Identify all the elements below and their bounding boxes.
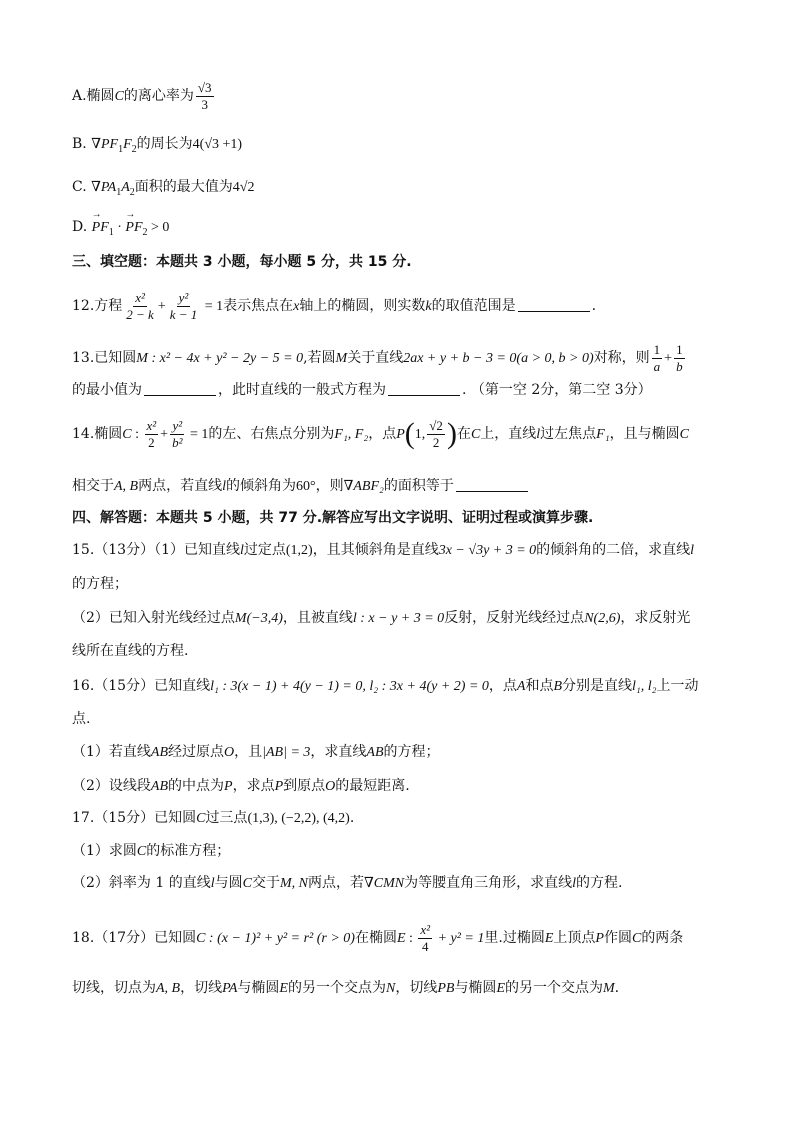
question-17-line-3 — [72, 873, 724, 894]
dot-operator: · — [113, 220, 126, 235]
q15-text: 过定点 — [243, 542, 286, 558]
fraction-denominator: k − 1 — [169, 306, 198, 322]
question-15-line-4 — [72, 641, 724, 661]
q17-text: 的方程. — [575, 875, 623, 891]
var-c: C — [679, 427, 689, 442]
option-c-expr: 4√2 — [232, 180, 255, 195]
fraction-numerator: x² — [135, 289, 145, 305]
option-d-tail: > 0 — [147, 220, 170, 235]
option-a-text: 的离心率为 — [123, 88, 194, 104]
q16-text: ，求点 — [232, 778, 275, 794]
question-17-line-2 — [72, 841, 724, 862]
fraction-denominator: b² — [172, 434, 183, 450]
q17-text: 交于 — [251, 875, 280, 891]
question-17-line-1 — [72, 808, 724, 829]
answer-blank[interactable] — [456, 477, 528, 492]
abs-ab: |AB| = 3 — [262, 745, 311, 760]
line-pa: PA — [222, 981, 238, 996]
q15-text: ，且被直线 — [282, 610, 353, 626]
fraction-numerator: √2 — [429, 417, 443, 433]
option-c-var2: A — [121, 180, 130, 195]
fraction-numerator: x² — [420, 921, 431, 937]
right-paren: ) — [446, 417, 457, 450]
q18-text: ，切线 — [395, 980, 438, 996]
option-b-text: 的周长为 — [136, 136, 193, 152]
var-ab: AB — [150, 745, 169, 760]
q13-text: . （第一空 2分，第二空 3分） — [462, 382, 652, 398]
q14-text: 过左焦点 — [540, 426, 597, 442]
q15-text: 线所在直线的方程. — [72, 643, 189, 659]
q18-text: 里.过椭圆 — [484, 930, 545, 946]
q16-text: 分别是直线 — [562, 678, 633, 694]
q15-text: 的倾斜角的二倍，求直线 — [536, 542, 691, 558]
var-o: O — [325, 779, 336, 794]
var-ab: AB — [366, 745, 384, 760]
var-l: l — [222, 479, 226, 494]
fraction-numerator: x² — [146, 417, 157, 433]
option-a — [72, 78, 724, 114]
foci: F₁, F₂ — [334, 427, 369, 442]
var-l: l — [240, 543, 244, 558]
q15-label: 15.（13分）（1）已知直线 — [72, 542, 240, 558]
var-ab: AB — [150, 779, 169, 794]
var-e: E — [496, 981, 505, 996]
lines-l1-l2: l₁, l₂ — [632, 679, 657, 694]
fraction-denominator: b — [676, 358, 683, 374]
var-p: P — [224, 779, 233, 794]
point-n: N(2,6) — [584, 611, 621, 626]
var-c: C — [196, 811, 206, 826]
line-equations: l₁ : 3(x − 1) + 4(y − 1) = 0, l₂ : 3x + 4(y + 2) = 0 — [210, 679, 489, 694]
var-o: O — [224, 745, 235, 760]
period: . — [614, 980, 620, 996]
ellipse-tail: + y² = 1 — [434, 931, 485, 946]
q16-text: 到原点 — [283, 778, 326, 794]
q14-label: 14.椭圆 — [72, 426, 123, 442]
var-p: P — [396, 427, 405, 442]
q13-fraction-1 — [652, 342, 663, 375]
triangle-abf2: ∇ABF₂ — [343, 479, 384, 494]
var-m: M — [136, 351, 148, 366]
left-paren: ( — [404, 417, 415, 450]
option-b-prefix: B. — [72, 136, 92, 152]
fraction-denominator: 4 — [421, 938, 429, 954]
vector-pf1: → PF — [92, 218, 109, 238]
question-15-line-1 — [72, 540, 724, 561]
var-c: C — [470, 427, 481, 442]
q17-text: 为等腰直角三角形，求直线 — [404, 875, 573, 891]
line-equation: l : x − y + 3 = 0 — [352, 611, 445, 626]
q18-text: 的两条 — [641, 930, 684, 946]
subscript: 1 — [108, 226, 114, 238]
option-d — [72, 217, 724, 238]
option-b-var2: F — [123, 137, 132, 152]
q16-text: ，且 — [234, 744, 263, 760]
q13-text: 对称，则 — [593, 350, 650, 366]
line-equation: 2ax + y + b − 3 = 0(a > 0, b > 0) — [403, 351, 594, 366]
section-3-heading: 三、填空题：本题共 3 小题，每小题 5 分，共 15 分. — [72, 254, 412, 270]
q16-text: 的最短距离. — [335, 778, 410, 794]
colon: : — [131, 427, 143, 442]
var-c: C — [122, 427, 132, 442]
q14-text: 在 — [456, 426, 471, 442]
plus-sign: + — [160, 427, 169, 442]
option-c-var: PA — [100, 180, 117, 195]
question-14-line-1 — [72, 412, 724, 456]
q12-fraction-1 — [124, 290, 156, 323]
point: (1,2) — [285, 543, 313, 558]
q16-text: 点. — [72, 711, 91, 727]
option-b-expr: 4(√3 +1) — [192, 137, 243, 152]
q15-text: （2）已知入射光线经过点 — [72, 610, 235, 626]
triangle-symbol: ∇ — [91, 137, 101, 152]
q18-text: 与椭圆 — [454, 980, 497, 996]
question-12 — [72, 286, 724, 326]
question-15-line-3 — [72, 608, 724, 629]
fraction-denominator: 2 — [148, 434, 155, 450]
points-ab: A, B — [114, 479, 139, 494]
period: . — [349, 810, 355, 826]
question-14-line-2 — [72, 476, 724, 497]
q16-text: 上一动 — [656, 678, 699, 694]
q14-text: 的倾斜角为 — [226, 478, 296, 494]
q17-text: 的标准方程； — [146, 843, 231, 859]
question-16-line-4 — [72, 776, 724, 797]
question-18-line-2 — [72, 978, 724, 999]
answer-blank-2[interactable] — [388, 381, 460, 396]
plus-sign: + — [664, 351, 673, 366]
plus-sign: + — [157, 299, 166, 314]
vector-pf2: → PF — [125, 218, 142, 238]
point-m: M(−3,4) — [234, 611, 283, 626]
var-l: l — [210, 876, 215, 891]
q14-point-fraction — [427, 418, 445, 451]
q17-text: 两点，若 — [307, 875, 364, 891]
fraction-numerator: 1 — [676, 341, 683, 357]
points-ab: A, B — [156, 981, 181, 996]
q18-text: 作圆 — [603, 930, 632, 946]
fraction-numerator: y² — [172, 417, 183, 433]
q13-text: ,若圆 — [303, 350, 336, 366]
option-c-text: 面积的最大值为 — [134, 179, 233, 195]
question-16-line-1 — [72, 676, 724, 697]
var-c: C — [136, 844, 147, 859]
fraction-denominator: 2 − k — [126, 306, 154, 322]
q14-text: ，点 — [368, 426, 397, 442]
q14-text: 的左、右焦点分别为 — [208, 426, 335, 442]
subscript: 2 — [131, 143, 137, 155]
q12-text: 表示焦点在 — [223, 298, 294, 314]
option-c-prefix: C. — [72, 179, 92, 195]
line-equation: 3x − √3y + 3 = 0 — [438, 543, 537, 558]
fraction-numerator: 1 — [653, 341, 661, 357]
q16-text: 的方程； — [383, 744, 440, 760]
q14-fraction-1 — [145, 418, 159, 451]
question-16-line-2 — [72, 709, 724, 729]
q18-text: 与椭圆 — [237, 980, 280, 996]
subscript: 2 — [142, 226, 148, 238]
point-x: 1, — [414, 427, 426, 442]
option-a-var: C — [114, 89, 124, 104]
var-l: l — [572, 876, 576, 891]
question-16-line-3 — [72, 742, 724, 763]
subscript: 1 — [118, 143, 124, 155]
fraction-denominator: 2 — [432, 434, 440, 450]
subscript: 2 — [129, 186, 135, 198]
question-13-line-1 — [72, 338, 724, 378]
var-l: l — [690, 543, 695, 558]
q15-text: ，且其倾斜角是直线 — [312, 542, 439, 558]
q18-text: 在椭圆 — [354, 930, 397, 946]
var-e: E — [396, 931, 406, 946]
equals-one: = 1 — [201, 299, 224, 314]
q13-text: ，此时直线的一般式方程为 — [218, 382, 386, 398]
var-l: l — [536, 427, 541, 442]
var-b: B — [553, 679, 563, 694]
fraction-numerator: √3 — [197, 79, 212, 95]
q16-text: （1）若直线 — [72, 744, 151, 760]
q18-text: ，切线 — [180, 980, 223, 996]
q15-text: ，求反射光 — [620, 610, 691, 626]
q12-text: 轴上的椭圆，则实数 — [299, 298, 426, 314]
q13-fraction-2 — [674, 342, 685, 375]
q16-text: 的中点为 — [168, 778, 225, 794]
period: . — [591, 298, 597, 314]
q15-text: 反射，反射光线经过点 — [444, 610, 585, 626]
points: (1,3), (−2,2), (4,2) — [247, 811, 350, 826]
q16-label: 16.（15分）已知直线 — [72, 678, 211, 694]
subscript: 1 — [116, 186, 122, 198]
section-4-heading: 四、解答题：本题共 5 小题，共 77 分.解答应写出文字说明、证明过程或演算步骤. — [72, 510, 594, 526]
q17-label: 17.（15分）已知圆 — [72, 810, 197, 826]
var-c: C — [242, 876, 252, 891]
points-mn: M, N — [279, 876, 308, 891]
q12-text: 的取值范围是 — [431, 298, 516, 314]
q12-label: 12.方程 — [72, 298, 123, 314]
q14-text: 两点，若直线 — [138, 478, 223, 494]
line-pb: PB — [437, 981, 455, 996]
q16-text: 和点 — [525, 678, 554, 694]
var-c: C — [631, 931, 642, 946]
var-a: A — [516, 679, 526, 694]
option-c — [72, 177, 724, 198]
angle-value: 60° — [296, 479, 316, 494]
question-18-line-1 — [72, 916, 724, 960]
q13-text: 的最小值为 — [72, 382, 142, 398]
var-n: N — [385, 981, 396, 996]
q16-text: （2）设线段 — [72, 778, 151, 794]
q14-fraction-2 — [170, 418, 184, 451]
triangle-symbol: ∇ — [91, 180, 101, 195]
q18-text: 切线，切点为 — [72, 980, 156, 996]
q17-text: （2）斜率为 1 的直线 — [72, 875, 211, 891]
question-13-line-2 — [72, 380, 724, 400]
option-a-fraction — [196, 80, 214, 113]
q14-text: 上，直线 — [480, 426, 537, 442]
answer-blank-1[interactable] — [144, 381, 216, 396]
var-k: k — [425, 299, 432, 314]
option-b — [72, 134, 724, 155]
q13-text: 关于直线 — [347, 350, 404, 366]
q16-text: ，点 — [488, 678, 517, 694]
q18-text: 上顶点 — [553, 930, 596, 946]
fraction-denominator: 3 — [201, 96, 208, 112]
fraction-denominator: a — [653, 358, 661, 374]
var-e: E — [279, 981, 288, 996]
q15-text: 的方程； — [72, 576, 128, 592]
var-p: P — [595, 931, 604, 946]
fraction-numerator: y² — [178, 289, 189, 305]
circle-equation: : x² − 4x + y² − 2y − 5 = 0 — [147, 351, 304, 366]
equals-one: = 1 — [186, 427, 209, 442]
q14-text: 的面积等于 — [383, 478, 454, 494]
q18-text: 的另一个交点为 — [505, 980, 603, 996]
q14-text: ，且与椭圆 — [609, 426, 680, 442]
answer-blank[interactable] — [518, 297, 590, 312]
q14-text: 相交于 — [72, 478, 114, 494]
q18-text: 的另一个交点为 — [287, 980, 386, 996]
question-15-line-2 — [72, 574, 724, 594]
var-m: M — [603, 981, 615, 996]
var-f1: F₁ — [596, 427, 610, 442]
q17-text: 过三点 — [205, 810, 248, 826]
colon: : — [405, 931, 417, 946]
option-a-prefix: A.椭圆 — [72, 88, 115, 104]
var-x: x — [293, 299, 300, 314]
q13-label: 13.已知圆 — [72, 350, 137, 366]
q17-text: （1）求圆 — [72, 843, 137, 859]
option-b-var: PF — [100, 137, 119, 152]
var-p: P — [274, 779, 284, 794]
q16-text: 经过原点 — [168, 744, 225, 760]
var-e: E — [544, 931, 554, 946]
q17-text: 与圆 — [214, 875, 243, 891]
var-m: M — [335, 351, 348, 366]
circle-equation: C : (x − 1)² + y² = r² (r > 0) — [196, 931, 355, 946]
q16-text: ，求直线 — [310, 744, 367, 760]
triangle-cmn: ∇CMN — [363, 876, 405, 891]
option-d-prefix: D. — [72, 219, 92, 235]
q12-fraction-2 — [168, 290, 200, 323]
q18-fraction — [418, 922, 432, 955]
q14-text: ，则 — [315, 478, 344, 494]
q18-label: 18.（17分）已知圆 — [72, 930, 197, 946]
